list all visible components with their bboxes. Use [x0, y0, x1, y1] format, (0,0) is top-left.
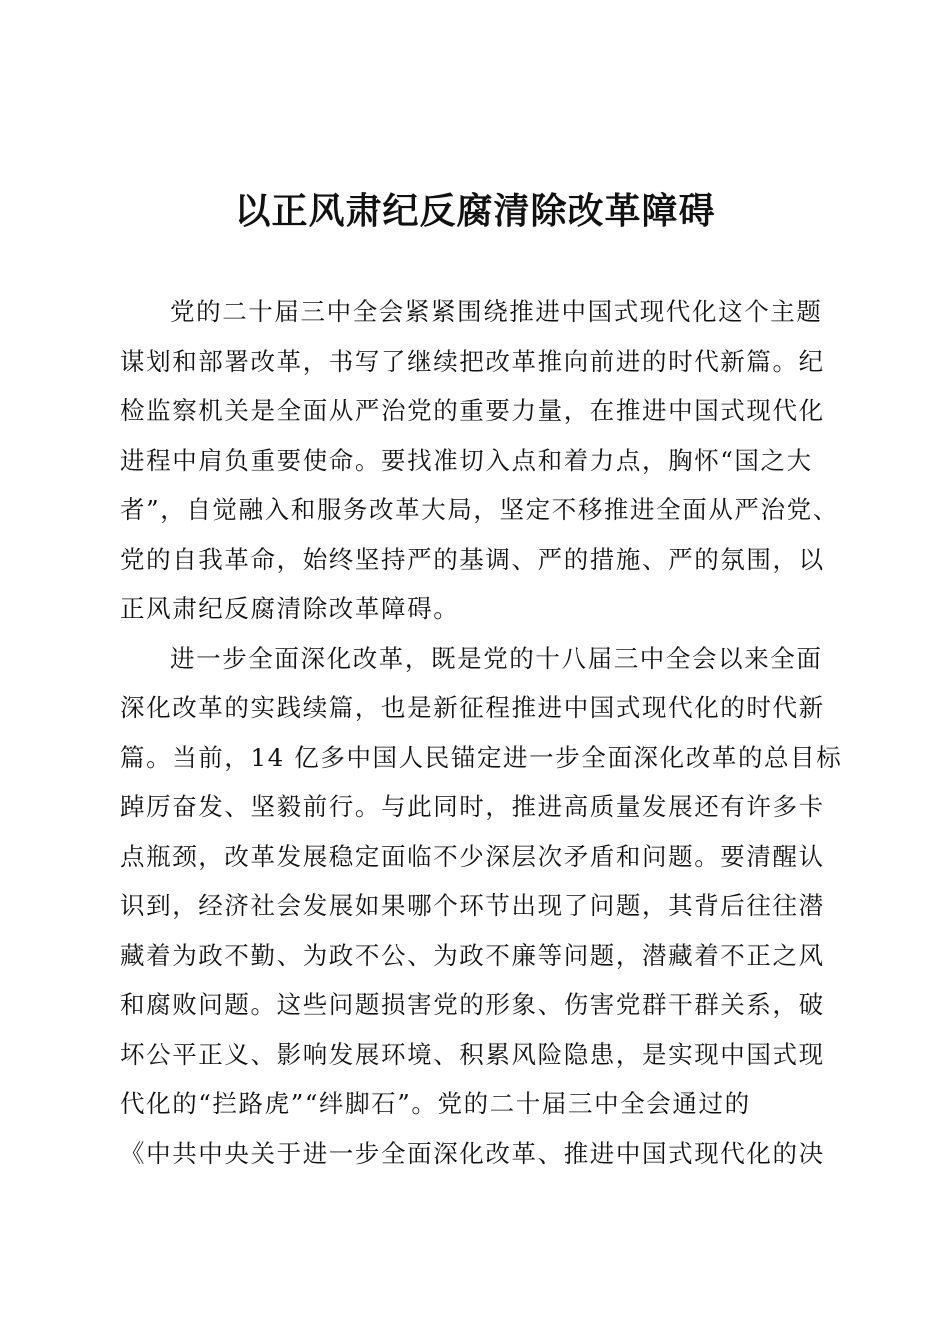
paragraph-1-line-3: 检监察机关是全面从严治党的重要力量，在推进中国式现代化 [120, 396, 825, 425]
paragraph-2-line-5: 点瓶颈，改革发展稳定面临不少深层次矛盾和问题。要清醒认 [120, 841, 825, 871]
paragraph-2-line-7: 藏着为政不勤、为政不公、为政不廉等问题，潜藏着不正之风 [120, 940, 825, 970]
paragraph-2-line-2: 深化改革的实践续篇，也是新征程推进中国式现代化的时代新 [120, 693, 825, 722]
document-title: 以正风肃纪反腐清除改革障碍 [234, 190, 716, 232]
paragraph-2-line-9: 坏公平正义、影响发展环境、积累风险隐患，是实现中国式现 [120, 1039, 825, 1069]
paragraph-2-line-6: 识到，经济社会发展如果哪个环节出现了问题，其背后往往潜 [120, 891, 825, 920]
paragraph-1-line-4: 进程中肩负重要使命。要找准切入点和着力点，胸怀“国之大 [120, 445, 813, 475]
paragraph-2-line-8: 和腐败问题。这些问题损害党的形象、伤害党群干群关系，破 [120, 990, 825, 1019]
paragraph-1-line-6: 党的自我革命，始终坚持严的基调、严的措施、严的氛围，以 [120, 544, 825, 574]
paragraph-1-line-5: 者”，自觉融入和服务改革大局，坚定不移推进全面从严治党、 [120, 495, 839, 524]
paragraph-2-line-11: 《中共中央关于进一步全面深化改革、推进中国式现代化的决 [120, 1138, 825, 1168]
paragraph-2-line-4: 踔厉奋发、坚毅前行。与此同时，推进高质量发展还有许多卡 [120, 792, 825, 821]
paragraph-2-line-10: 代化的“拦路虎”“绊脚石”。党的二十届三中全会通过的 [120, 1089, 751, 1118]
paragraph-2-line-1: 进一步全面深化改革，既是党的十八届三中全会以来全面 [170, 643, 823, 673]
document-body [120, 292, 843, 1183]
paragraph-1-line-7: 正风肃纪反腐清除改革障碍。 [120, 594, 460, 623]
paragraph-1-line-1: 党的二十届三中全会紧紧围绕推进中国式现代化这个主题 [170, 297, 823, 326]
paragraph-2-line-3: 篇。当前，14 亿多中国人民锚定进一步全面深化改革的总目标 [120, 742, 843, 772]
paragraph-1-line-2: 谋划和部署改革，书写了继续把改革推向前进的时代新篇。纪 [120, 346, 825, 376]
